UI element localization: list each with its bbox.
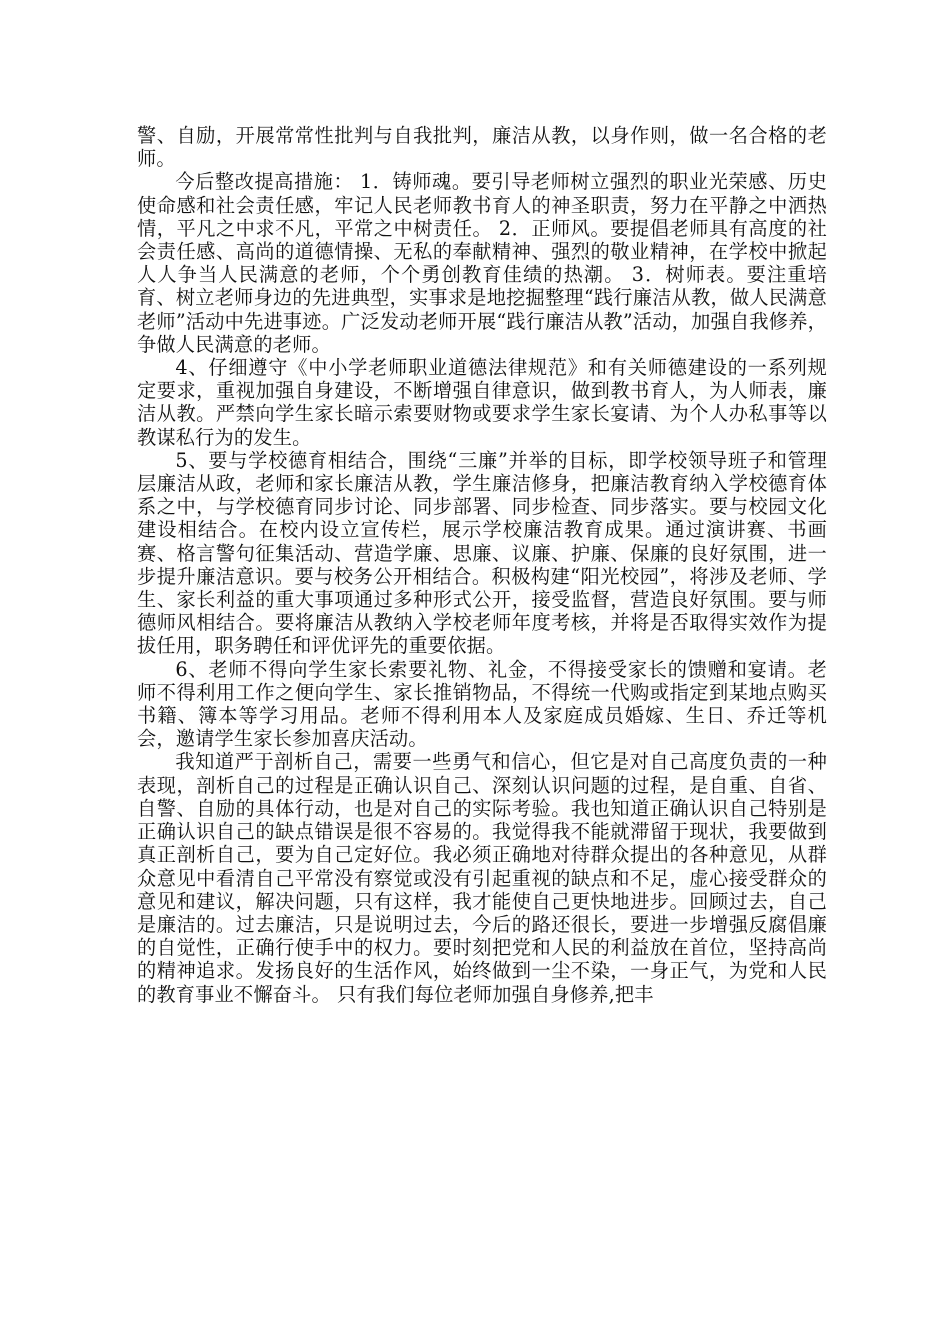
paragraph-item-5: 5、要与学校德育相结合，围绕“三廉”并举的目标，即学校领导班子和管理层廉洁从政，老师和家长廉洁从教，学生廉洁修身，把廉洁教育纳入学校德育体系之中，与学校德育同步讨论、同步部署、同步检查、同步落实。要与校园文化建设相结合。在校内设立宣传栏，展示学校廉洁教育成果。通过演讲赛、书画赛、格言警句征集活动、营造学廉、思廉、议廉、护廉、保廉的良好氛围，进一步提升廉洁意识。要与校务公开相结合。积极构建“阳光校园”，将涉及老师、学生、家长利益的重大事项通过多种形式公开，接受监督，营造良好氛围。要与师德师风相结合。要将廉洁从教纳入学校老师年度考核，并将是否取得实效作为提拔任用，职务聘任和评优评先的重要依据。 xyxy=(137,448,827,658)
paragraph-item-6: 6、老师不得向学生家长索要礼物、礼金，不得接受家长的馈赠和宴请。老师不得利用工作之便向学生、家长推销物品，不得统一代购或指定到某地点购买书籍、簿本等学习用品。老师不得利用本人及家庭成员婚嫁、生日、乔迁等机会，邀请学生家长参加喜庆活动。 xyxy=(137,657,827,751)
paragraph-self-analysis: 我知道严于剖析自己，需要一些勇气和信心，但它是对自己高度负责的一种表现，剖析自己的过程是正确认识自己、深刻认识问题的过程，是自重、自省、自警、自励的具体行动，也是对自己的实际考验。我也知道正确认识自己特别是正确认识自己的缺点错误是很不容易的。我觉得我不能就滞留于现状，我要做到真正剖析自己，要为自己定好位。我必须正确地对待群众提出的各种意见，从群众意见中看清自己平常没有察觉或没有引起重视的缺点和不足，虚心接受群众的意见和建议，解决问题，只有这样，我才能使自己更快地进步。回顾过去，自己是廉洁的。过去廉洁，只是说明过去，今后的路还很长，要进一步增强反腐倡廉的自觉性，正确行使手中的权力。要时刻把党和人民的利益放在首位，坚持高尚 的精神追求。发扬良好的生活作风，始终做到一尘不染，一身正气，为党和人民的教育事业不懈奋斗。 只有我们每位老师加强自身修养,把丰 xyxy=(137,750,834,1006)
paragraph-continuation: 警、自励，开展常常性批判与自我批判，廉洁从教，以身作则，做一名合格的老师。 xyxy=(137,124,827,171)
document-body xyxy=(137,124,834,1006)
paragraph-item-4: 4、仔细遵守《中小学老师职业道德法律规范》和有关师德建设的一系列规定要求，重视加强自身建设，不断增强自律意识，做到教书育人，为人师表，廉洁从教。严禁向学生家长暗示索要财物或要求学生家长宴请、为个人办私事等以教谋私行为的发生。 xyxy=(137,356,827,449)
paragraph-rectification-measures: 今后整改提高措施： 1．铸师魂。要引导老师树立强烈的职业光荣感、历史使命感和社会责任感，牢记人民老师教书育人的神圣职责，努力在平静之中洒热情，平凡之中求不凡，平常之中树责任。 2．正师风。要提倡老师具有高度的社会责任感、高尚的道德情操、无私的奉献精神、强烈的敬业精神，在学校中掀起人人争当人民满意的老师，个个勇创教育佳绩的热潮。 3．树师表。要注重培育、树立老师身边的先进典型，实事求是地挖掘整理“践行廉洁从教，做人民满意老师”活动中先进事迹。广泛发动老师开展“践行廉洁从教”活动，加强自我修养，争做人民满意的老师。 xyxy=(137,170,827,356)
